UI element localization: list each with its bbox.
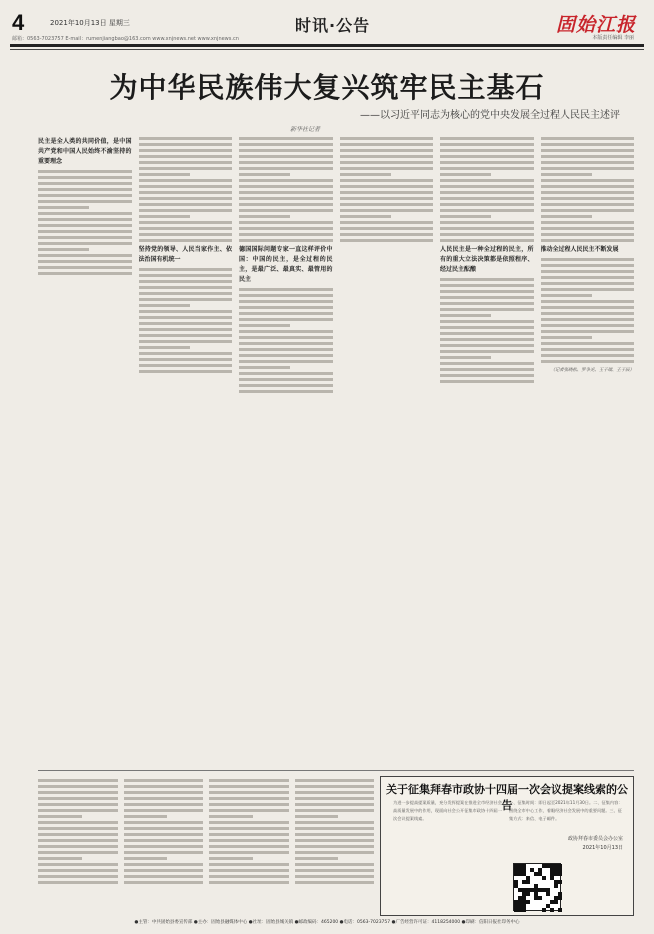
- column-text-block: [440, 137, 534, 242]
- notice-details: 一、征集时间：即日起至2021年11月30日。二、征集内容：围绕全市中心工作，着眼经济社会发展中的重要问题。三、征集方式：来信、电子邮件。: [509, 800, 623, 821]
- article-column: [38, 134, 132, 770]
- article-column: [239, 134, 333, 770]
- column-text-block: [239, 137, 333, 242]
- section-heading: 坚持党的领导、人民当家作主、依法治国有机统一: [138, 246, 232, 263]
- column-text-block: [340, 137, 434, 242]
- article-column: [541, 134, 635, 770]
- lower-column: [38, 776, 118, 916]
- section-heading: 民主是全人类的共同价值，是中国共产党和中国人民始终不渝坚持的重要理念: [38, 138, 132, 165]
- notice-signature: [568, 835, 623, 853]
- lower-column: [209, 776, 289, 916]
- newspaper-logo: 固始江报: [555, 14, 636, 36]
- section-title: 时讯·公告: [295, 16, 371, 35]
- article-column: [139, 134, 233, 770]
- column-text-block: [124, 779, 204, 884]
- byline: 新华社记者: [290, 126, 321, 133]
- notice-org: 政协拜春市委员会办公室: [567, 836, 623, 842]
- notice-body: 为进一步提高提案质量，充分发挥提案在推进全市经济社会高质量发展中的作用，现面向社会公开征集市政协十四届一次会议提案线索。: [393, 800, 502, 821]
- notice-date: 2021年10月13日: [582, 845, 623, 851]
- column-text-block: [139, 268, 233, 373]
- column-text-block: [38, 779, 118, 884]
- section-heading: 人民民主是一种全过程的民主，所有的重大立法决策都是依照程序、经过民主酝酿: [440, 246, 534, 273]
- main-headline: 为中华民族伟大复兴筑牢民主基石: [109, 71, 545, 104]
- qr-code-icon[interactable]: [513, 863, 561, 911]
- bottom-divider: [38, 770, 634, 771]
- page-number: 4: [12, 10, 25, 35]
- article-column: [340, 134, 434, 770]
- lower-column: [295, 776, 375, 916]
- column-text-block: [139, 137, 233, 242]
- column-text-block: [38, 170, 132, 275]
- header-rule-thin: [10, 49, 644, 50]
- lower-column: [124, 776, 204, 916]
- page-footer: ●主管：中共固始县委宣传部 ●主办：固始县融媒体中心 ●社址：固始县城关镇 ●邮政编码：465200 ●电话：0563-7023757 ●广告经营许可证：4118254000 ●印刷：信阳日报社印务中心: [134, 920, 520, 925]
- column-text-block: [541, 258, 635, 363]
- column-text-block: [440, 278, 534, 383]
- column-text-block: [295, 779, 375, 884]
- article-column: [440, 134, 534, 770]
- lower-article-columns: [38, 776, 374, 916]
- issue-date: 2021年10月13日 星期三: [50, 19, 130, 27]
- column-text-block: [239, 288, 333, 393]
- header-rule-thick: [10, 44, 644, 47]
- column-text-block: [541, 137, 635, 242]
- sub-headline: ——以习近平同志为核心的党中央发展全过程人民民主述评: [360, 110, 620, 121]
- editor-credit: 本版责任编辑 李丽: [592, 35, 634, 41]
- notice-title: 关于征集拜春市政协十四届一次会议提案线索的公告: [386, 783, 628, 812]
- section-heading: 德国国际问题专家一直这样评价中国：中国的民主，是全过程的民主，是最广泛、最真实、最管用的民主: [239, 246, 333, 283]
- section-heading: 推动全过程人民民主不断发展: [540, 246, 619, 253]
- column-text-block: [209, 779, 289, 884]
- public-notice-box: [380, 776, 634, 916]
- article-columns: [38, 134, 634, 770]
- contact-line: 邮箱：0563-7023757 E-mail：rumenjiangbao@163.com www.xnjnews.net www.xnjnews.cn: [12, 36, 239, 42]
- article-signature: （记者张晓松、罗争光、王子瑞、王子辰）: [550, 368, 634, 373]
